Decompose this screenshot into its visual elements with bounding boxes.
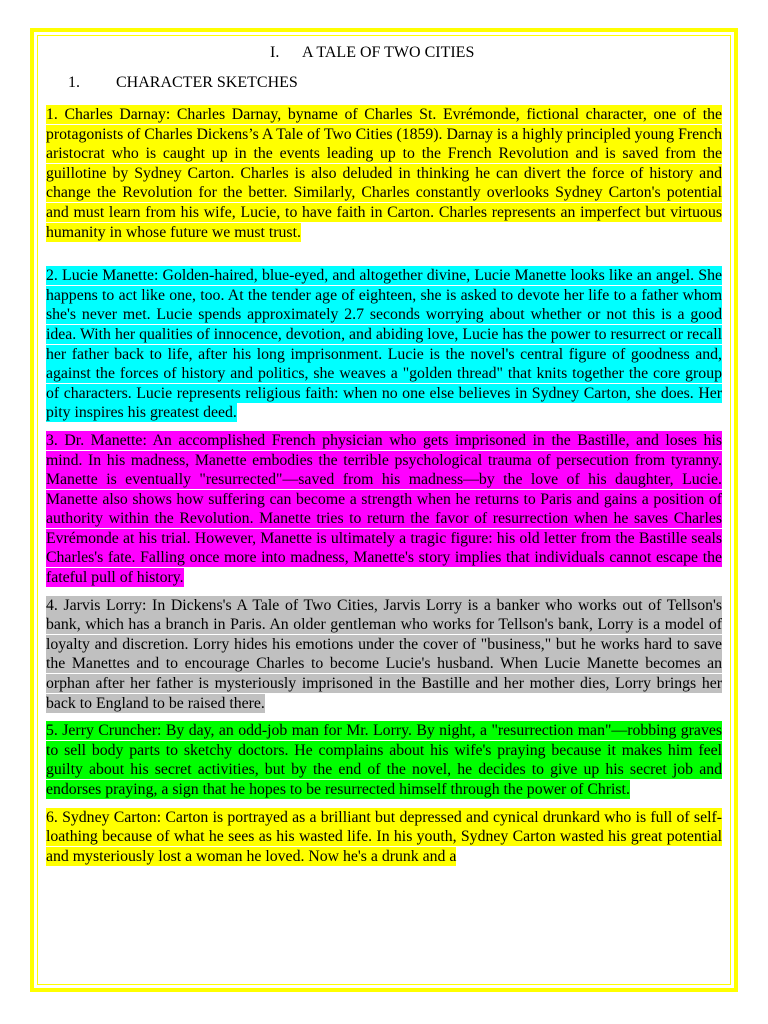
subsection-heading <box>46 73 722 95</box>
sketch-charles-darnay <box>46 105 722 242</box>
section-number: I. <box>270 44 280 61</box>
sketch-text: 4. Jarvis Lorry: In Dickens's A Tale of Two Cities, Jarvis Lorry is a banker who works out of Tellson's bank, which has a branch in Paris. An older gentleman who works for Tellson's bank, Lorry is a model of loyalty and discretion. Lorry hides his emotions under the cover of "business," but he works hard to save the Manettes and to encourage Charles to become Lucie's husband. When Lucie Manette becomes an orphan after her father is mysteriously imprisoned in the Bastille and her mother dies, Lorry brings her back to England to be raised there. <box>46 596 722 712</box>
subsection-title: CHARACTER SKETCHES <box>116 74 298 91</box>
subsection-number: 1. <box>68 74 80 91</box>
sketch-text: 6. Sydney Carton: Carton is portrayed as a brilliant but depressed and cynical drunkard who is full of self-loathing because of what he sees as his wasted life. In his youth, Sydney Carton wasted his great potential and mysteriously lost a woman he loved. Now he's a drunk and a <box>46 808 722 865</box>
sketch-text: 1. Charles Darnay: Charles Darnay, byname of Charles St. Evrémonde, fictional character, one of the protagonists of Charles Dickens’s A Tale of Two Cities (1859). Darnay is a highly principled young French aristocrat who is caught up in the events leading up to the French Revolution and is saved from the guillotine by Sydney Carton. Charles is also deluded in thinking he can divert the force of history and change the Revolution for the better. Similarly, Charles constantly overlooks Sydney Carton's potential and must learn from his wife, Lucie, to have faith in Carton. Charles represents an imperfect but virtuous humanity in whose future we must trust. <box>46 106 722 241</box>
sketch-text: 2. Lucie Manette: Golden-haired, blue-eyed, and altogether divine, Lucie Manette looks like an angel. She happens to act like one, too. At the tender age of eighteen, she is asked to devote her life to a father whom she's never met. Lucie spends approximately 2.7 seconds worrying about whether or not this is a good idea. With her qualities of innocence, devotion, and abiding love, Lucie has the power to resurrect or recall her father back to life, after his long imprisonment. Lucie is the novel's central figure of goodness and, against the forces of history and politics, she weaves a "golden thread" that knits together the core group of characters. Lucie represents religious faith: when no one else believes in Sydney Carton, she does. Her pity inspires his greatest deed. <box>46 267 722 422</box>
sketch-dr-manette <box>46 431 722 588</box>
sketch-sydney-carton <box>46 808 722 867</box>
section-title: A TALE OF TWO CITIES <box>302 44 475 61</box>
sketch-jarvis-lorry <box>46 596 722 714</box>
sketch-text: 5. Jerry Cruncher: By day, an odd-job man for Mr. Lorry. By night, a "resurrection man"—robbing graves to sell body parts to sketchy doctors. He complains about his wife's praying because it makes him feel guilty about his secret activities, but by the end of the novel, he decides to give up his secret job and endorses praying, a sign that he hopes to be resurrected himself through the power of Christ. <box>46 722 722 798</box>
sketch-jerry-cruncher <box>46 721 722 799</box>
section-heading <box>46 43 722 65</box>
document-body <box>46 43 722 866</box>
sketch-text: 3. Dr. Manette: An accomplished French physician who gets imprisoned in the Bastille, and loses his mind. In his madness, Manette embodies the terrible psychological trauma of persecution from tyranny. Manette is eventually "resurrected"—saved from his madness—by the love of his daughter, Lucie. Manette also shows how suffering can become a strength when he returns to Paris and gains a position of authority within the Revolution. Manette tries to return the favor of resurrection when he saves Charles Evrémonde at his trial. However, Manette is ultimately a tragic figure: his old letter from the Bastille seals Charles's fate. Falling once more into madness, Manette's story implies that individuals cannot escape the fateful pull of history. <box>46 431 722 587</box>
sketch-lucie-manette <box>46 266 722 423</box>
